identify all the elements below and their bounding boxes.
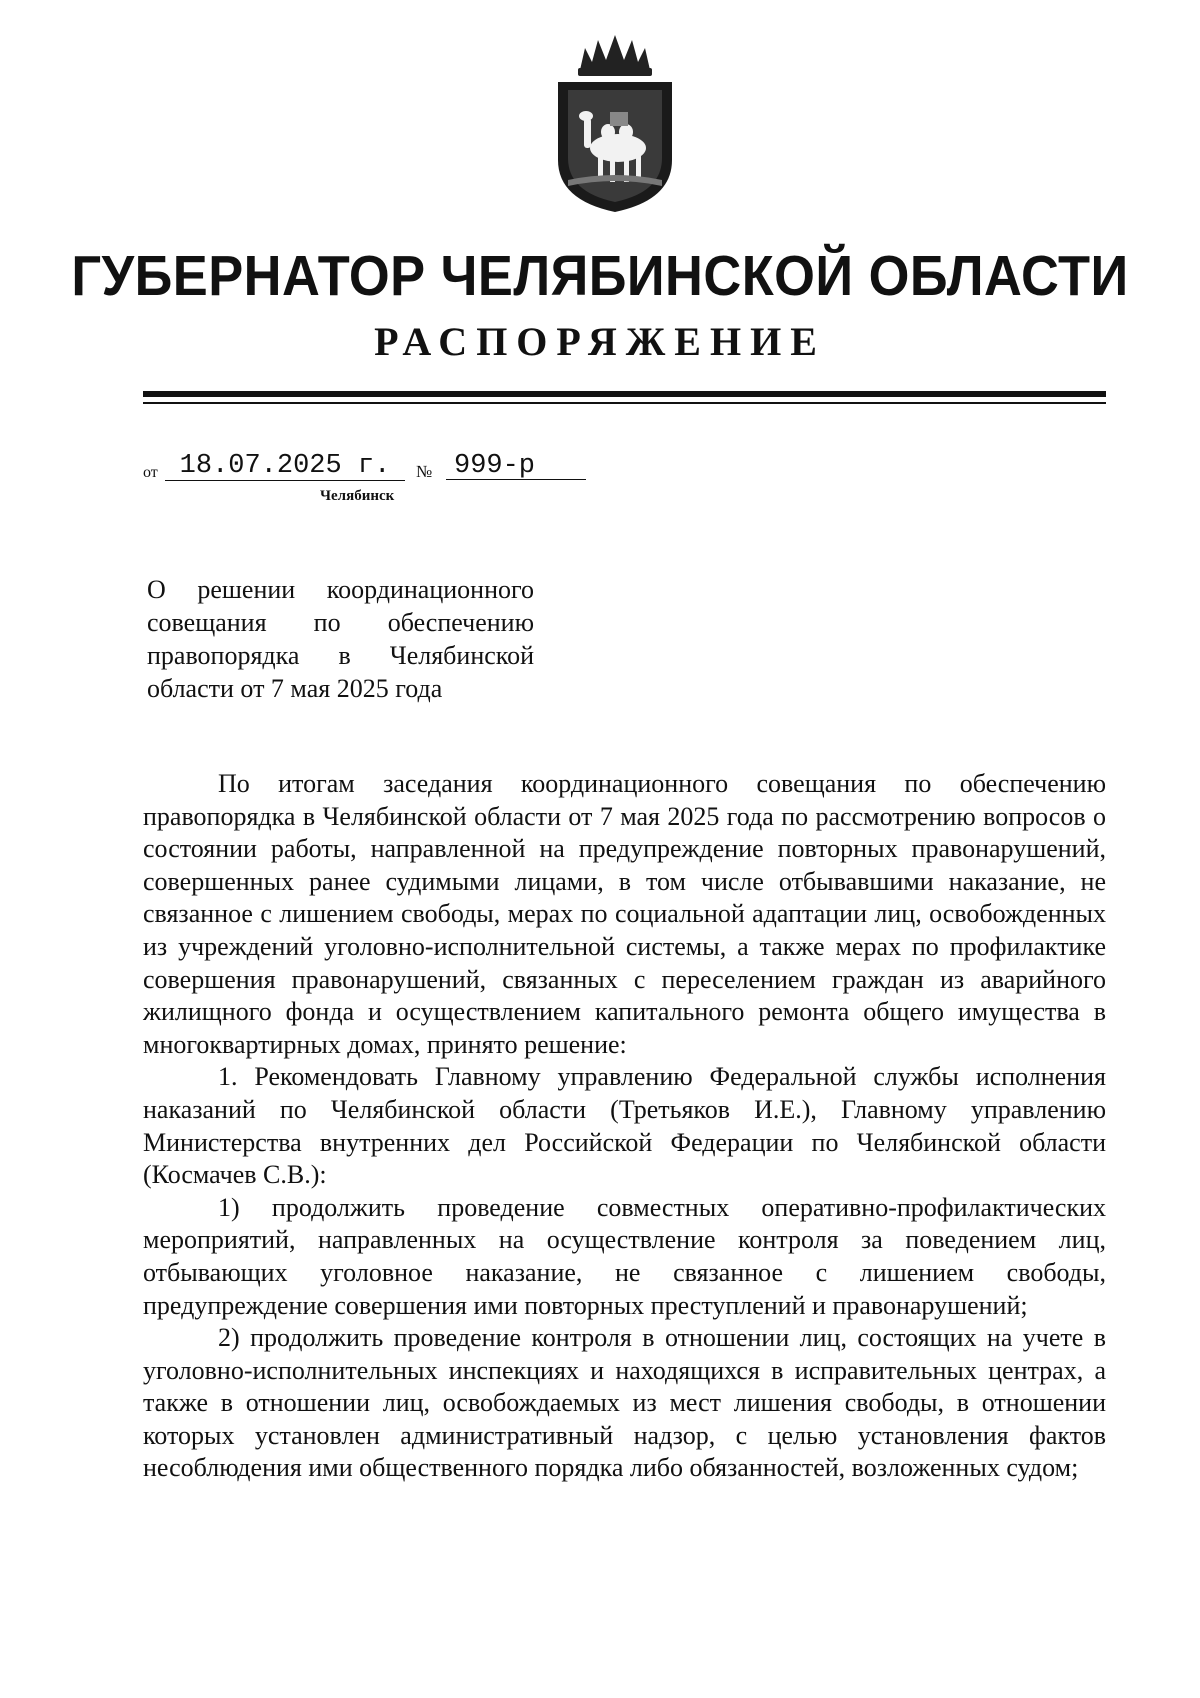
document-subject: О решении координационного совещания по обеспечению правопорядка в Челябинской области от 7 мая 2025 года — [147, 575, 534, 703]
document-date: 18.07.2025 г. — [165, 452, 405, 481]
body-paragraph-subitem-1: 1) продолжить проведение совместных оперативно-профилактических мероприятий, направленных на осуществление контроля за поведением лиц, отбывающих уголовное наказание, не связанное с лишением свободы, предупреждение совершения ими повторных преступлений и правонарушений; — [143, 1192, 1106, 1320]
header-divider-thin — [143, 402, 1106, 404]
number-prefix: № — [416, 462, 433, 481]
date-prefix: от — [143, 464, 158, 481]
coat-of-arms-icon — [540, 30, 690, 215]
issuer-title: ГУБЕРНАТОР ЧЕЛЯБИНСКОЙ ОБЛАСТИ — [71, 244, 1129, 308]
body-paragraph-item-1: 1. Рекомендовать Главному управлению Федеральной службы исполнения наказаний по Челябинской области (Третьяков И.Е.), Главному управлению Министерства внутренних дел Российской Федерации по Челябинской области (Космачев С.В.): — [143, 1062, 1106, 1190]
document-body — [143, 768, 1106, 1485]
body-paragraph-subitem-2: 2) продолжить проведение контроля в отношении лиц, состоящих на учете в уголовно-исполнительных инспекциях и находящихся в исправительных центрах, а также в отношении лиц, освобождаемых из мест лишения свободы, в отношении которых установлен административный надзор, с целью установления фактов несоблюдения ими общественного порядка либо обязанностей, возложенных судом; — [143, 1323, 1106, 1483]
document-number: 999-р — [446, 452, 586, 480]
body-paragraph-intro: По итогам заседания координационного совещания по обеспечению правопорядка в Челябинской области от 7 мая 2025 года по рассмотрению вопросов о состоянии работы, направленной на предупреждение повторных правонарушений, совершенных ранее судимыми лицами, в том числе отбывавшими наказание, не связанное с лишением свободы, мерах по социальной адаптации лиц, освобожденных из учреждений уголовно-исполнительной системы, а также мерах по профилактике совершения правонарушений, связанных с переселением граждан из аварийного жилищного фонда и осуществлением капитального ремонта общего имущества в многоквартирных домах, принято решение: — [143, 769, 1106, 1059]
document-type: РАСПОРЯЖЕНИЕ — [374, 319, 826, 364]
document-city: Челябинск — [320, 488, 395, 504]
document-date-line — [143, 452, 663, 484]
header-divider-thick — [143, 391, 1106, 397]
